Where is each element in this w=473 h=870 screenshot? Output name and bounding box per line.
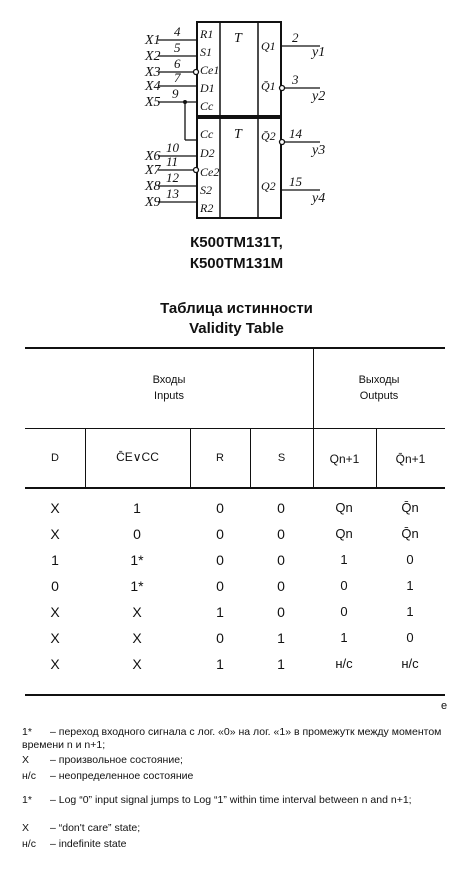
bottom-block-label: T [234, 127, 242, 142]
table-cell: Qn [335, 500, 353, 515]
inputs-header-en: Inputs [154, 390, 184, 402]
table-cell: 1 [216, 656, 224, 672]
pin-number-9: 9 [172, 86, 179, 101]
table-cell: 1* [130, 578, 144, 594]
inputs-outputs-divider [313, 348, 314, 487]
table-cell: 1 [406, 578, 414, 593]
pin-number-13: 13 [166, 186, 179, 201]
note-en-2: X – “don't care” state; [22, 822, 141, 834]
table-cell: X [50, 630, 60, 646]
input-x3: X3 [145, 65, 161, 80]
corner-mark: e [441, 700, 448, 712]
input-x7: X7 [145, 163, 161, 178]
table-cell: 0 [277, 604, 285, 620]
input-x8: X8 [145, 179, 161, 194]
note-ru-3: н/с – неопределенное состояние [22, 770, 194, 782]
part-name-1: К500ТМ131Т, [190, 234, 283, 251]
pin-d2-label: D2 [200, 146, 215, 160]
input-x5: X5 [145, 95, 161, 110]
pin-d1-label: D1 [200, 81, 215, 95]
pin-number-4: 4 [174, 24, 181, 39]
table-cell: X [132, 630, 142, 646]
table-top-rule [25, 347, 445, 349]
pin-ce1-label: Ce1 [200, 63, 220, 77]
table-cell: Q̄n [401, 500, 419, 515]
output-y2: y2 [312, 89, 326, 104]
table-cell: 1 [216, 604, 224, 620]
table-cell: X [132, 656, 142, 672]
note-en-3: н/с – indefinite state [22, 838, 127, 850]
output-y3: y3 [312, 143, 326, 158]
table-cell: Qn [335, 526, 353, 541]
table-cell: 0 [277, 526, 285, 542]
note-en-1: 1* – Log “0” input signal jumps to Log “1” within time interval between n and n+1; [22, 794, 412, 806]
table-cell: 0 [406, 630, 414, 645]
table-cell: 0 [216, 526, 224, 542]
pin-cc-top-label: Cc [200, 99, 214, 113]
table-title-ru: Таблица истинности [160, 300, 313, 317]
part-name-2: К500ТМ131М [189, 255, 284, 272]
top-block-label: T [234, 31, 242, 46]
pin-cc-bottom-label: Cc [200, 127, 214, 141]
table-cell: 0 [277, 552, 285, 568]
table-cell: н/с [401, 656, 419, 671]
table-cell: 0 [216, 552, 224, 568]
table-cell: 0 [340, 604, 348, 619]
pin-number-10: 10 [166, 140, 179, 155]
output-y4: y4 [312, 191, 326, 206]
table-cell: 0 [406, 552, 414, 567]
table-bottom-rule [25, 694, 445, 696]
pin-number-2: 2 [292, 30, 299, 45]
table-cell: 0 [340, 578, 348, 593]
table-cell: 0 [277, 578, 285, 594]
table-cell: 1 [133, 500, 141, 516]
pin-s2-label: S2 [200, 183, 212, 197]
table-cell: 1 [51, 552, 59, 568]
table-cell: 1 [340, 630, 348, 645]
table-cell: 0 [216, 578, 224, 594]
table-cell: 1* [130, 552, 144, 568]
pin-r2-label: R2 [200, 201, 214, 215]
outputs-header-en: Outputs [359, 390, 399, 402]
col-s: S [277, 452, 286, 464]
table-cell: 1 [406, 604, 414, 619]
table-cell: 0 [51, 578, 59, 594]
pin-number-14: 14 [289, 126, 302, 141]
note-ru-1: 1* – переход входного сигнала с лог. «0» на лог. «1» в промежутк между моментом времени n и n+1; [22, 726, 442, 751]
col-q-bar-next: Q̄n+1 [395, 452, 426, 466]
input-x4: X4 [145, 79, 161, 94]
pin-s1-label: S1 [200, 45, 212, 59]
output-y1: y1 [312, 45, 326, 60]
flip-flop-diagram [0, 0, 473, 230]
input-x9: X9 [145, 195, 161, 210]
pin-number-3: 3 [292, 72, 299, 87]
inputs-header [25, 372, 313, 404]
table-cell: 0 [277, 500, 285, 516]
col-d: D [51, 452, 59, 464]
pin-number-6: 6 [174, 56, 181, 71]
input-x2: X2 [145, 49, 161, 64]
table-cell: н/с [335, 656, 353, 671]
header-divider [25, 428, 445, 429]
pin-q2-bar-label: Q̄2 [261, 129, 276, 143]
pin-number-11: 11 [166, 154, 179, 169]
pin-q1-label: Q1 [261, 39, 276, 53]
pin-number-5: 5 [174, 40, 181, 55]
table-cell: X [50, 526, 60, 542]
col-ce-or-cc: C̄E∨CC [116, 450, 159, 464]
inputs-header-ru: Входы [152, 374, 186, 386]
pin-number-15: 15 [289, 174, 302, 189]
table-cell: 1 [340, 552, 348, 567]
pin-ce2-label: Ce2 [200, 165, 220, 179]
pin-number-7: 7 [174, 70, 181, 85]
pin-r1-label: R1 [200, 27, 214, 41]
table-cell: 0 [133, 526, 141, 542]
note-ru-2: X – произвольное состояние; [22, 754, 183, 766]
pin-q2-label: Q2 [261, 179, 276, 193]
table-cell: 0 [216, 630, 224, 646]
table-cell: X [50, 604, 60, 620]
pin-q1-bar-label: Q̄1 [261, 79, 276, 93]
header-bottom-rule [25, 487, 445, 489]
table-cell: X [50, 500, 60, 516]
col-r: R [216, 452, 224, 464]
table-cell: Q̄n [401, 526, 419, 541]
pin-number-12: 12 [166, 170, 179, 185]
col-q-next: Qn+1 [329, 452, 360, 466]
table-title-en: Validity Table [189, 320, 284, 337]
table-cell: X [50, 656, 60, 672]
outputs-header-ru: Выходы [358, 374, 400, 386]
input-x6: X6 [145, 149, 161, 164]
table-cell: 1 [277, 630, 285, 646]
table-cell: X [132, 604, 142, 620]
table-cell: 0 [216, 500, 224, 516]
outputs-header [313, 372, 445, 404]
table-cell: 1 [277, 656, 285, 672]
input-x1: X1 [145, 33, 161, 48]
